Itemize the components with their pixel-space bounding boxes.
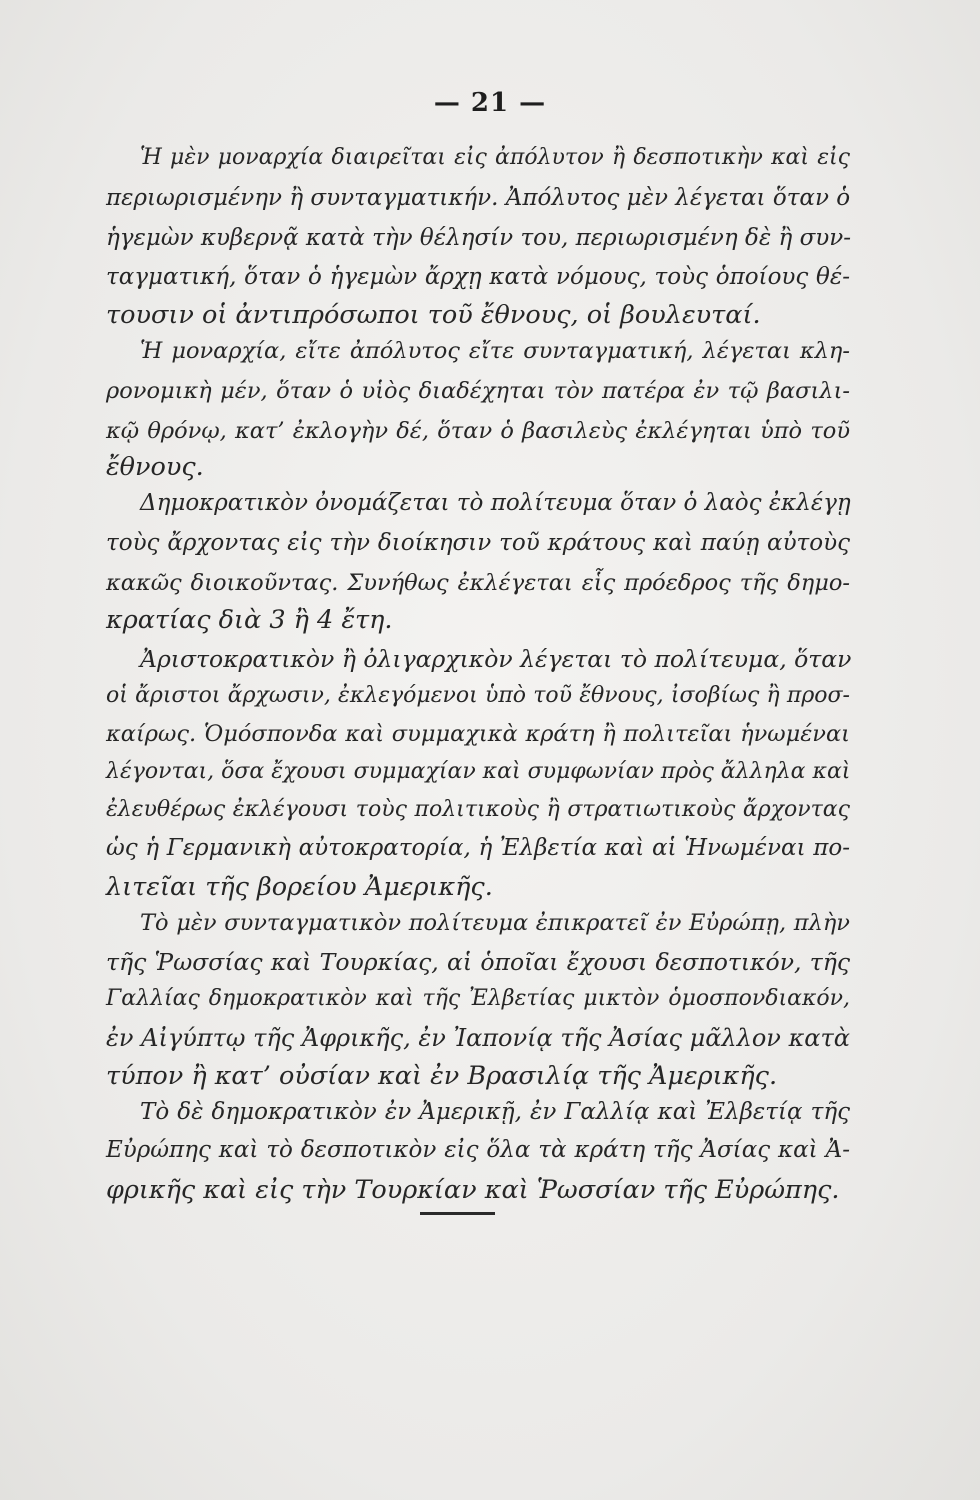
text-line: φρικῆς καὶ εἰς τὴν Τουρκίαν καὶ Ῥωσσίαν τῆς Εὐρώπης. (106, 1175, 840, 1205)
text-line: κακῶς διοικοῦντας. Συνήθως ἐκλέγεται εἷς πρόεδρος τῆς δημο- (106, 570, 850, 596)
text-line: λέγονται, ὅσα ἔχουσι συμμαχίαν καὶ συμφωνίαν πρὸς ἄλληλα καὶ (106, 759, 851, 784)
text-line: περιωρισμένην ἢ συνταγματικήν. Ἀπόλυτος μὲν λέγεται ὅταν ὁ (106, 185, 851, 211)
text-line: ἐλευθέρως ἐκλέγουσι τοὺς πολιτικοὺς ἢ στρατιωτικοὺς ἄρχοντας (106, 797, 850, 822)
text-line: Δημοκρατικὸν ὀνομάζεται τὸ πολίτευμα ὅταν ὁ λαὸς ἐκλέγῃ (140, 490, 851, 516)
text-line: τύπον ἢ κατ’ οὐσίαν καὶ ἐν Βρασιλίᾳ τῆς Ἀμερικῆς. (106, 1061, 778, 1091)
text-line: τουσιν οἱ ἀντιπρόσωποι τοῦ ἔθνους, οἱ βουλευταί. (106, 300, 761, 330)
section-divider (420, 1212, 495, 1215)
text-line: ρονομικὴ μέν, ὅταν ὁ υἱὸς διαδέχηται τὸν πατέρα ἐν τῷ βασιλι- (106, 378, 850, 404)
text-line: καίρως. Ὁμόσπονδα καὶ συμμαχικὰ κράτη ἢ πολιτεῖαι ἡνωμέναι (106, 721, 850, 747)
text-line: Τὸ μὲν συνταγματικὸν πολίτευμα ἐπικρατεῖ ἐν Εὐρώπῃ, πλὴν (140, 910, 850, 936)
text-line: τοὺς ἄρχοντας εἰς τὴν διοίκησιν τοῦ κράτους καὶ παύῃ αὐτοὺς (106, 530, 850, 556)
text-line: λιτεῖαι τῆς βορείου Ἀμερικῆς. (106, 872, 493, 902)
text-line: κῷ θρόνῳ, κατ’ ἐκλογὴν δέ, ὅταν ὁ βασιλεὺς ἐκλέγηται ὑπὸ τοῦ (106, 418, 850, 444)
text-line: Ἡ μοναρχία, εἴτε ἀπόλυτος εἴτε συνταγματική, λέγεται κλη- (140, 338, 850, 364)
text-line: ἡγεμὼν κυβερνᾷ κατὰ τὴν θέλησίν του, περιωρισμένη δὲ ἢ συν- (106, 225, 852, 251)
text-line: Ἡ μὲν μοναρχία διαιρεῖται εἰς ἀπόλυτον ἢ δεσποτικὴν καὶ εἰς (140, 145, 850, 170)
text-line: Εὐρώπης καὶ τὸ δεσποτικὸν εἰς ὅλα τὰ κράτη τῆς Ἀσίας καὶ Ἀ- (106, 1137, 850, 1163)
text-line: Γαλλίας δημοκρατικὸν καὶ τῆς Ἐλβετίας μικτὸν ὁμοσπονδιακόν, (106, 986, 850, 1011)
text-line: ταγματική, ὅταν ὁ ἡγεμὼν ἄρχῃ κατὰ νόμους, τοὺς ὁποίους θέ- (106, 264, 850, 290)
text-line: Ἀριστοκρατικὸν ἢ ὀλιγαρχικὸν λέγεται τὸ πολίτευμα, ὅταν (140, 645, 852, 673)
text-line: Τὸ δὲ δημοκρατικὸν ἐν Ἀμερικῇ, ἐν Γαλλίᾳ καὶ Ἐλβετίᾳ τῆς (140, 1099, 850, 1125)
text-line: ὡς ἡ Γερμανικὴ αὐτοκρατορία, ἡ Ἐλβετία καὶ αἱ Ἡνωμέναι πο- (106, 835, 850, 861)
text-line: τῆς Ῥωσσίας καὶ Τουρκίας, αἱ ὁποῖαι ἔχουσι δεσποτικόν, τῆς (106, 948, 850, 976)
text-line: ἔθνους. (106, 452, 204, 482)
page-number: — 21 — (433, 88, 547, 118)
text-line: κρατίας διὰ 3 ἢ 4 ἔτη. (106, 605, 393, 635)
text-line: οἱ ἄριστοι ἄρχωσιν, ἐκλεγόμενοι ὑπὸ τοῦ ἔθνους, ἰσοβίως ἢ προσ- (106, 683, 850, 708)
text-line: ἐν Αἰγύπτῳ τῆς Ἀφρικῆς, ἐν Ἰαπονίᾳ τῆς Ἀσίας μᾶλλον κατὰ (106, 1024, 850, 1052)
